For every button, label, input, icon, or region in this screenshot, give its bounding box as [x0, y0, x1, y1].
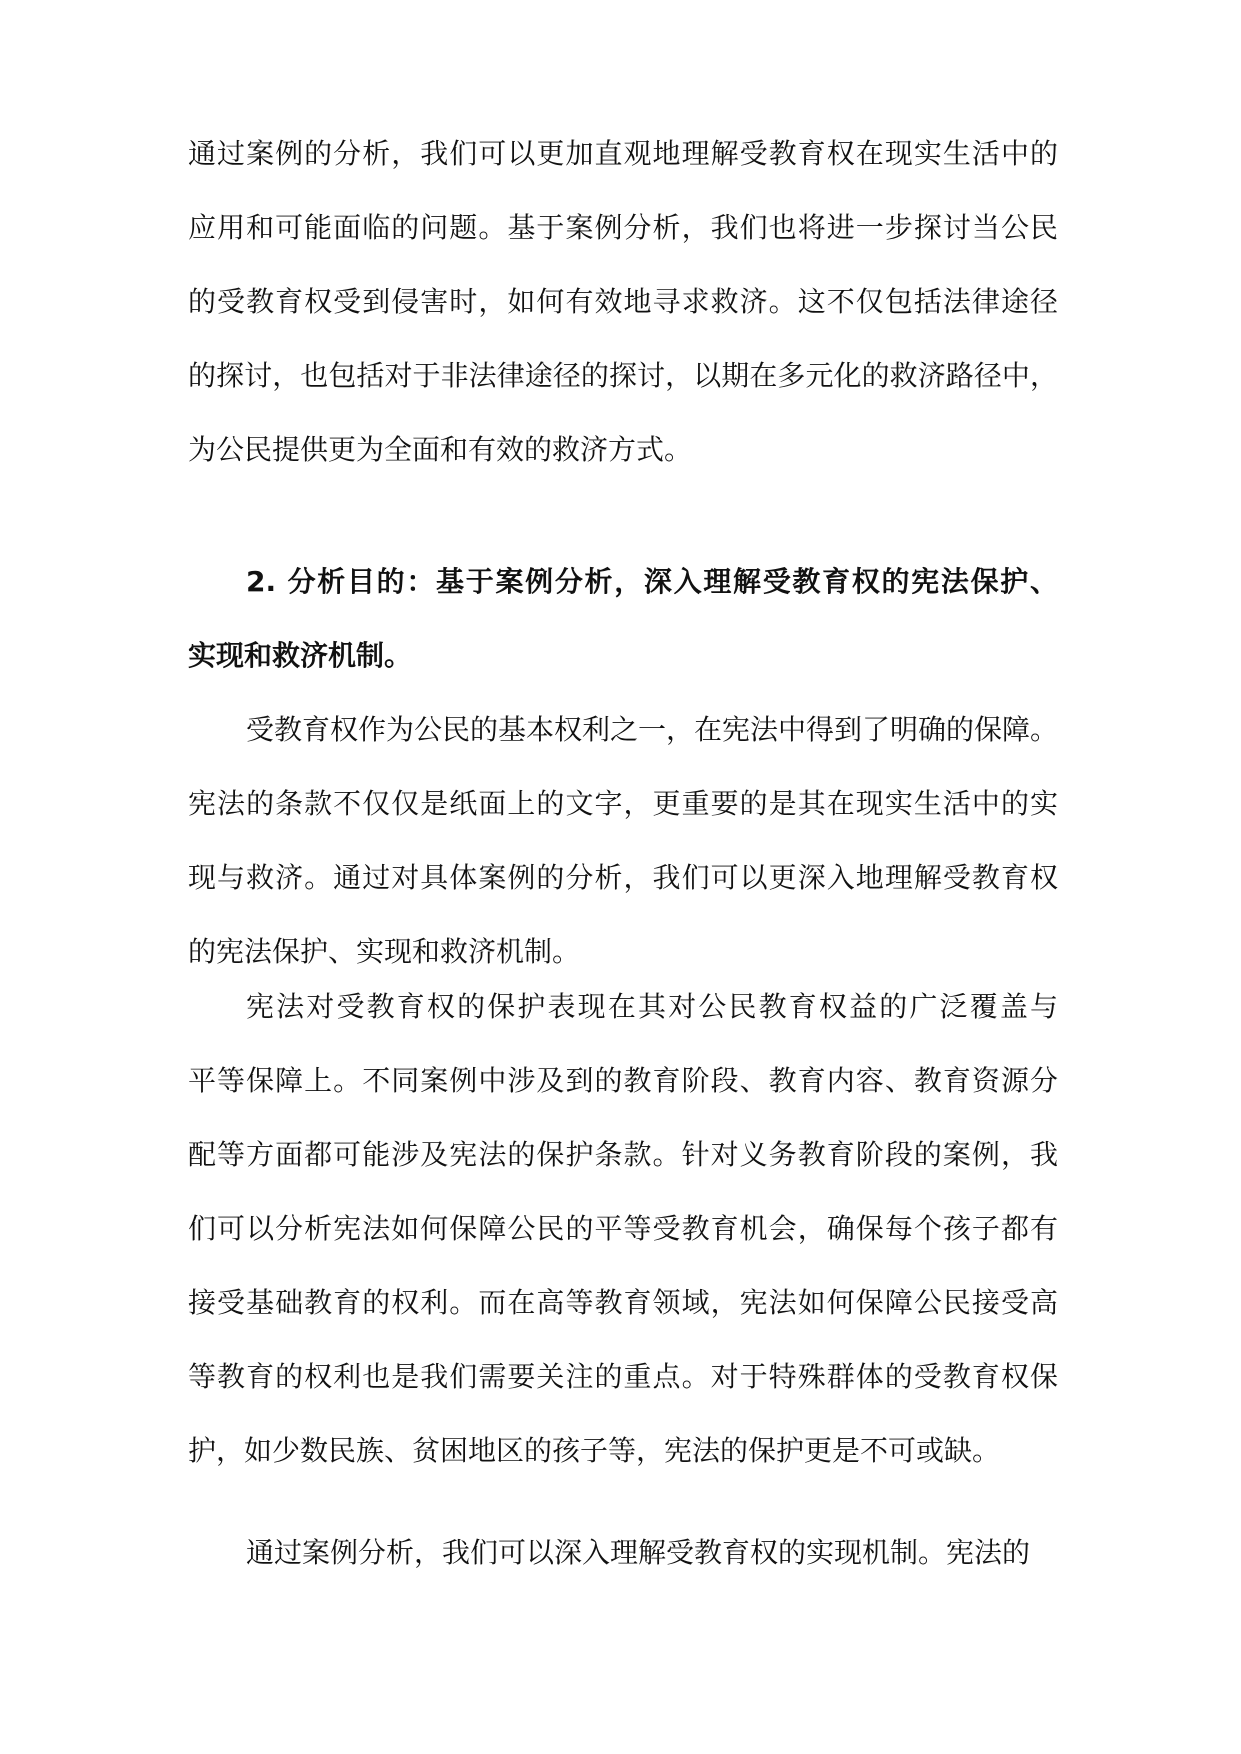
heading-line: 实现和救济机制。 — [188, 639, 413, 672]
paragraph-intro — [188, 117, 1058, 487]
paragraph-protection — [188, 970, 1058, 1488]
heading-line: 2. 分析目的：基于案例分析，深入理解受教育权的宪法保护、 — [246, 565, 1058, 598]
text-line: 们可以分析宪法如何保障公民的平等受教育机会，确保每个孩子都有 — [188, 1212, 1058, 1245]
text-line: 通过案例的分析，我们可以更加直观地理解受教育权在现实生活中的 — [188, 137, 1058, 170]
text-line: 接受基础教育的权利。而在高等教育领域，宪法如何保障公民接受高 — [188, 1286, 1058, 1319]
text-line: 宪法对受教育权的保护表现在其对公民教育权益的广泛覆盖与 — [246, 990, 1058, 1023]
text-line: 护，如少数民族、贫困地区的孩子等，宪法的保护更是不可或缺。 — [188, 1434, 1001, 1467]
text-line: 为公民提供更为全面和有效的救济方式。 — [188, 433, 693, 466]
text-line: 宪法的条款不仅仅是纸面上的文字，更重要的是其在现实生活中的实 — [188, 787, 1058, 820]
paragraph-mechanism — [188, 1516, 1058, 1590]
text-line: 配等方面都可能涉及宪法的保护条款。针对义务教育阶段的案例，我 — [188, 1138, 1058, 1171]
text-line: 现与救济。通过对具体案例的分析，我们可以更深入地理解受教育权 — [188, 861, 1058, 894]
text-line: 的受教育权受到侵害时，如何有效地寻求救济。这不仅包括法律途径 — [188, 285, 1058, 318]
text-line: 应用和可能面临的问题。基于案例分析，我们也将进一步探讨当公民 — [188, 211, 1058, 244]
text-line: 受教育权作为公民的基本权利之一，在宪法中得到了明确的保障。 — [246, 713, 1058, 746]
text-line: 等教育的权利也是我们需要关注的重点。对于特殊群体的受教育权保 — [188, 1360, 1058, 1393]
text-line: 的宪法保护、实现和救济机制。 — [188, 935, 581, 968]
section-heading — [188, 545, 1058, 693]
text-line: 通过案例分析，我们可以深入理解受教育权的实现机制。宪法的 — [246, 1536, 1031, 1569]
text-line: 平等保障上。不同案例中涉及到的教育阶段、教育内容、教育资源分 — [188, 1064, 1058, 1097]
text-line: 的探讨，也包括对于非法律途径的探讨，以期在多元化的救济路径中， — [188, 359, 1058, 392]
paragraph-purpose — [188, 693, 1058, 989]
